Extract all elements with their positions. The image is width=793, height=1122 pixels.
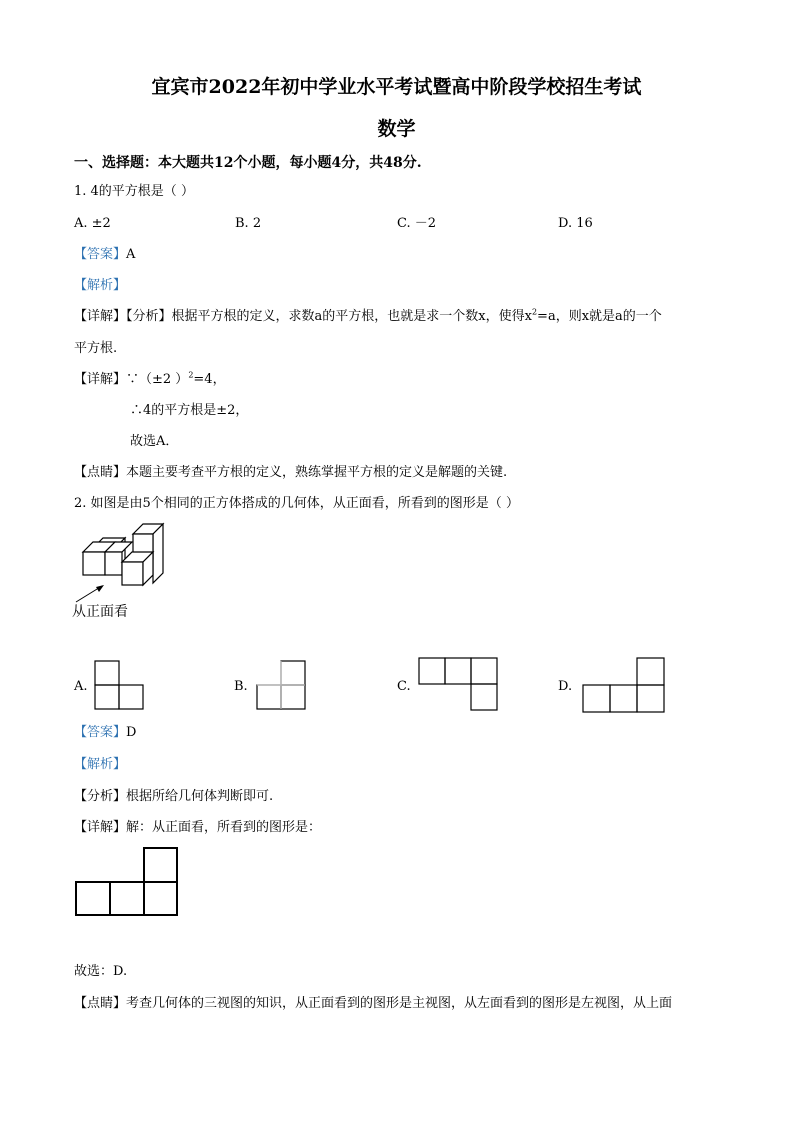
page-title: 宜宾市2022年初中学业水平考试暨高中阶段学校招生考试 (151, 76, 642, 98)
answer-value: A (126, 247, 136, 262)
comment-text: 本题主要考查平方根的定义，熟练掌握平方根的定义是解题的关键. (126, 465, 508, 480)
analysis-text-cont: =a，则x就是a的一个 (537, 309, 662, 324)
answer-figure (74, 846, 180, 918)
q2-choice: 故选：D. (74, 964, 128, 979)
q1-option-a: A. ±2 (74, 216, 111, 231)
q1-option-c: C. －2 (397, 216, 437, 231)
q1-answer (74, 246, 135, 264)
q2-option-d-label: D. (558, 679, 573, 694)
subject-title: 数学 (377, 118, 416, 140)
q2-detail (74, 819, 321, 837)
answer-tag: 【答案】 (74, 247, 127, 262)
comment-tag: 【点睛】 (74, 465, 127, 480)
q1-option-b: B. 2 (235, 216, 262, 231)
option-c-figure (418, 657, 500, 713)
detail-superscript: 2 (188, 370, 194, 380)
analysis-superscript: 2 (531, 307, 538, 317)
q1-detail-line1 (74, 371, 226, 389)
q2-option-c-label: C. (397, 679, 411, 694)
figure-caption: 从正面看 (72, 604, 128, 620)
q1-analysis-line2: 平方根. (74, 341, 118, 356)
detail-tag: 【详解】 (74, 309, 127, 324)
analysis-text: 根据平方根的定义，求数a的平方根，也就是求一个数x，使得x (171, 309, 532, 324)
q2-analysis (74, 788, 273, 806)
analysis-sub-tag: 【分析】 (126, 309, 172, 324)
q2-comment (74, 995, 672, 1013)
answer-value: D (126, 725, 137, 740)
q1-detail-line3: 故选A． (130, 434, 179, 449)
q2-answer (74, 724, 136, 742)
q2-stem: 2. 如图是由5个相同的正方体搭成的几何体，从正面看，所看到的图形是（ ） (74, 496, 519, 511)
option-a-figure (94, 660, 146, 712)
detail-text: ∵（±2 ） (126, 372, 189, 387)
comment-text: 考查几何体的三视图的知识，从正面看到的图形是主视图，从左面看到的图形是左视图，从上面 (126, 996, 673, 1011)
q1-analysis-tag: 【解析】 (74, 278, 127, 293)
analysis-text: 根据所给几何体判断即可. (126, 789, 274, 804)
answer-tag: 【答案】 (74, 725, 127, 740)
comment-tag: 【点睛】 (74, 996, 127, 1011)
q2-analysis-tag: 【解析】 (74, 757, 127, 772)
option-b-figure (256, 660, 308, 712)
detail-text: 解：从正面看，所看到的图形是： (126, 820, 322, 835)
q1-detail-line2: ∴4的平方根是±2， (130, 403, 249, 418)
option-d-figure (582, 657, 666, 713)
q2-option-a-label: A. (74, 679, 88, 694)
q2-option-b-label: B. (234, 679, 248, 694)
q1-stem: 1. 4的平方根是（ ） (74, 184, 194, 199)
q1-option-d: D. 16 (558, 216, 593, 231)
detail-tag: 【详解】 (74, 820, 127, 835)
detail-text-cont: =4， (193, 372, 226, 387)
section-heading: 一、选择题：本大题共12个小题，每小题4分，共48分. (74, 155, 422, 171)
q1-comment (74, 464, 507, 482)
analysis-sub-tag: 【分析】 (74, 789, 127, 804)
arrow-icon (74, 582, 106, 604)
detail-tag: 【详解】 (74, 372, 127, 387)
q1-analysis-line1 (74, 308, 662, 326)
